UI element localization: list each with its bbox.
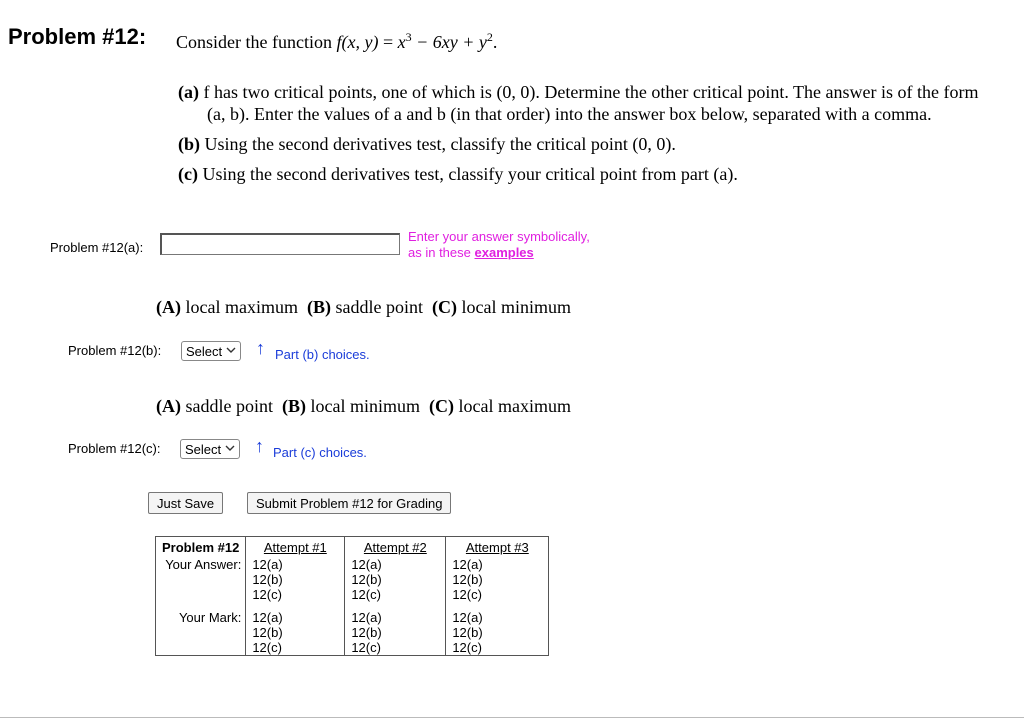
cell-line: 12(a) xyxy=(452,557,483,572)
answer-b-select[interactable] xyxy=(181,341,241,361)
cell-line: 12(c) xyxy=(351,587,381,602)
cell-line: 12(c) xyxy=(252,587,282,602)
table-header-attempt-2[interactable]: Attempt #2 xyxy=(345,537,446,558)
examples-link[interactable]: examples xyxy=(474,245,534,260)
answer-c-select[interactable] xyxy=(180,439,240,459)
cell-line: 12(b) xyxy=(351,625,382,640)
answer-b-note: Part (b) choices. xyxy=(275,347,370,362)
chevron-down-icon xyxy=(226,346,236,356)
table-header-problem: Problem #12 xyxy=(156,537,246,558)
part-a-label: (a) xyxy=(178,82,199,102)
answer-b-select-value: Select xyxy=(186,343,223,359)
your-mark-label: Your Mark: xyxy=(156,602,246,656)
function-exp-a: 3 xyxy=(405,30,412,44)
cell-line: 12(b) xyxy=(452,625,483,640)
choice-c-a-text: saddle point xyxy=(185,396,273,416)
part-c-label: (c) xyxy=(178,164,198,184)
cell-line: 12(b) xyxy=(252,625,283,640)
just-save-button[interactable]: Just Save xyxy=(148,492,223,514)
problem-intro: Consider the function f(x, $y) = x^3 - 6xy + y^2$. xyxy=(176,30,498,52)
cell-line: 12(c) xyxy=(452,587,482,602)
table-row xyxy=(156,557,549,602)
part-a-text-1: f has two critical points, one of which is (0, 0). Determine the other critical point. The answer is of the form xyxy=(203,82,979,102)
choice-b-c-label: (C) xyxy=(431,297,457,317)
cell-line: 12(a) xyxy=(351,610,382,625)
answer-cell-1 xyxy=(246,557,345,602)
cell-line: 12(b) xyxy=(252,572,283,587)
cell-line: 12(a) xyxy=(252,557,283,572)
answer-a-input[interactable] xyxy=(160,233,400,255)
choice-c-c-text: local maximum xyxy=(458,396,571,416)
table-header-row xyxy=(156,537,549,558)
choice-c-b-text: local minimum xyxy=(310,396,420,416)
choice-b-c-text: local minimum xyxy=(461,297,571,317)
choice-c-b-label: (B) xyxy=(282,396,306,416)
hint-line-1: Enter your answer symbolically, xyxy=(408,229,590,244)
chevron-down-icon xyxy=(225,444,235,454)
answer-a-hint xyxy=(408,229,590,261)
function-exp-b: 2 xyxy=(486,30,493,44)
submit-button[interactable]: Submit Problem #12 for Grading xyxy=(247,492,451,514)
intro-text: Consider the function xyxy=(176,32,332,52)
answer-a-label: Problem #12(a): xyxy=(50,240,144,255)
mark-cell-1 xyxy=(246,602,345,656)
function-rhs-b: − 6xy + y xyxy=(411,32,487,52)
choice-b-a-text: local maximum xyxy=(185,297,298,317)
function-end: . xyxy=(492,32,498,52)
table-header-attempt-3[interactable]: Attempt #3 xyxy=(446,537,549,558)
choices-b xyxy=(156,297,571,318)
problem-title: Problem #12: xyxy=(8,24,147,49)
mark-cell-3 xyxy=(446,602,549,656)
part-c-statement xyxy=(178,163,738,186)
cell-line: 12(a) xyxy=(351,557,382,572)
part-b-statement xyxy=(178,133,676,156)
answer-cell-2 xyxy=(345,557,446,602)
function-rhs-a: x xyxy=(397,32,406,52)
arrow-up-icon: ↑ xyxy=(256,338,265,358)
hint-line-2-text: as in these xyxy=(408,245,475,260)
cell-line: 12(b) xyxy=(452,572,483,587)
choice-c-a-label: (A) xyxy=(156,396,181,416)
part-b-label: (b) xyxy=(178,134,200,154)
hint-line-2 xyxy=(408,245,590,261)
cell-line: 12(c) xyxy=(452,640,482,655)
table-row xyxy=(156,602,549,656)
part-a-statement xyxy=(178,81,1023,104)
your-answer-label: Your Answer: xyxy=(156,557,246,602)
cell-line: 12(c) xyxy=(252,640,282,655)
bottom-divider xyxy=(0,717,1024,718)
answer-cell-3 xyxy=(446,557,549,602)
answer-c-select-value: Select xyxy=(185,441,222,457)
answer-b-label: Problem #12(b): xyxy=(68,343,162,358)
function-lhs: f(x, y) xyxy=(336,32,379,52)
cell-line: 12(c) xyxy=(351,640,381,655)
choice-b-b-text: saddle point xyxy=(335,297,423,317)
part-a-text-2: (a, b). Enter the values of a and b (in that order) into the answer box below, separated with a comma. xyxy=(207,104,932,124)
choice-b-b-label: (B) xyxy=(306,297,331,317)
arrow-up-icon: ↑ xyxy=(255,436,264,456)
cell-line: 12(a) xyxy=(252,610,283,625)
mark-cell-2 xyxy=(345,602,446,656)
choice-c-c-label: (C) xyxy=(429,396,454,416)
answer-c-label: Problem #12(c): xyxy=(68,441,161,456)
choice-b-a-label: (A) xyxy=(156,297,181,317)
choices-c xyxy=(156,396,571,417)
part-c-text: Using the second derivatives test, classify your critical point from part (a). xyxy=(202,164,738,184)
table-header-attempt-1[interactable]: Attempt #1 xyxy=(246,537,345,558)
answer-c-note: Part (c) choices. xyxy=(273,445,367,460)
attempts-table xyxy=(155,536,549,656)
part-b-text: Using the second derivatives test, classify the critical point (0, 0). xyxy=(204,134,676,154)
cell-line: 12(a) xyxy=(452,610,483,625)
cell-line: 12(b) xyxy=(351,572,382,587)
